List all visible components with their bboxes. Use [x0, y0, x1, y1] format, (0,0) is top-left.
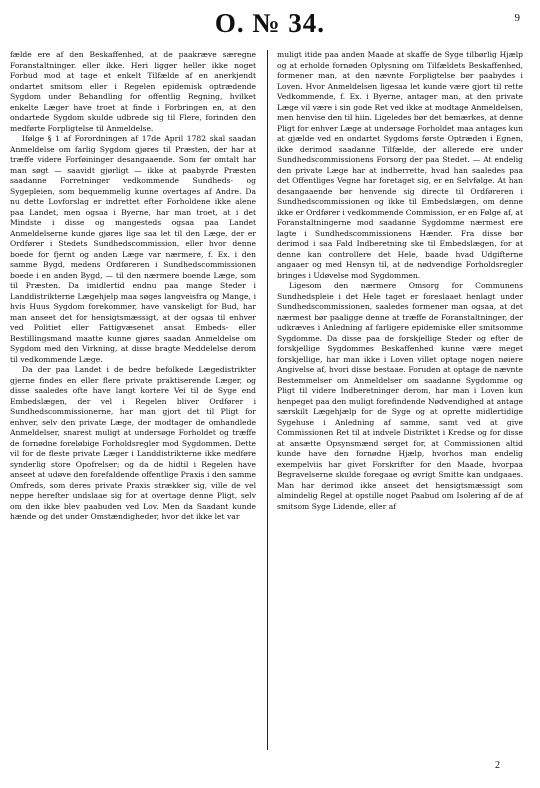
paragraph: Da der paa Landet i de bedre befolkede Lægedistrikter gjerne findes en eller flere private praktiserende Læger, og disse saaledes ofte have langt kortere Vei til de Syge end Embedslægen, der vel i Regelen bliver Ordfører i Sundhedscommissionerne, har man gjort det til Pligt for enhver, selv den private Læge, der modtager de omhandlede Anmeldelser, snarest muligt at undersøge Forholdet og træffe de fornødne foreløbige Forholdsregler mod Sygdommen. Dette vil for de fleste private Læger i Landdistrikterne ikke medføre synderlig store Opofrelser; og da de hidtil i Regelen have anseet at udøve den forefaldende offentlige Praxis i den samme Omfreds, som deres private Praxis strækker sig, ville de vel neppe herefter undslaae sig for at overtage denne Pligt, selv om den ikke blev paabuden ved Lov. Men da Saadant kunde hænde og det under Omstændigheder, hvor det ikke let var [10, 365, 256, 521]
paragraph: Ifølge § 1 af Forordningen af 17de April 1782 skal saadan Anmeldelse om farlig Sygdom gjøres til Præsten, der har at træffe videre Forføininger desangaaende. Som før omtalt har man søgt — saavidt gjørligt — ikke at paabyrde Præsten saadanne Forretninger vedkommende Sundheds- og Sygepleien, som bequemmelig kunne overtages af Andre. Da nu dette Lovforslag er indrettet efter Forholdene ikke alene paa Landet, men ogsaa i Byerne, har man troet, at i det Mindste i disse og mangesteds ogsaa paa Landet Anmeldelserne kunde gjøres lige saa let til den Læge, der er Ordfører i Stedets Sundhedscommission, eller hvor denne boede for fjernt og anden Læge var nærmere, f. Ex. i den samme Bygd, medens Ordføreren i Sundhedscommissionen boede i en anden Bygd, — til den nærmere boende Læge, som til Præsten. Da imidlertid endnu paa mange Steder i Landdistrikterne Lægehjelp maa søges langveisfra og Mange, i hvis Huus Sygdom forekommer, have vanskeligt for Bud, har man anseet det for hensigtsmæssigt, at der ogsaa til enhver ved Politiet eller Fattigvæsenet ansat Embeds- eller Bestillingsmand maatte kunne gjøres saadan Anmeldelse om Sygdom med den Virkning, at disse bragte Meddelelse derom til vedkommende Læge. [10, 134, 256, 364]
page-title: O. № 34. [214, 8, 326, 38]
page-number: 9 [514, 12, 520, 24]
left-column [10, 50, 256, 762]
paragraph: fælde ere af den Beskaffenhed, at de paakræve særegne Foranstaltninger. eller ikke. Heri ligger heller ikke noget Forbud mod at tage et enkelt Tilfælde af en anerkjendt ondartet smitsom eller i Regelen epidemisk optrædende Sygdom under Behandling for offentlig Regning, hvilket enkelte Læger have troet at finde i Forbringen en, at den ondartede Sygdom skulde udbrede sig til Flere, forinden den medførte Forpligtelse til Anmeldelse. [10, 50, 256, 133]
right-column [277, 50, 523, 762]
signature-mark: 2 [495, 760, 500, 771]
paragraph: Ligesom den nærmere Omsorg for Communens Sundhedspleie i det Hele taget er foreslaaet henlagt under Sundhedscommissionen, saaledes formener man ogsaa, at det nærmest bør paaligge denne at træffe de Foranstaltninger, der udkræves i Anledning af farligere epidemiske eller smitsomme Sygdomme. Da disse paa de forskjellige Steder og efter de forskjellige Sygdommes Beskaffenhed kunne være meget forskjellige, har man ikke i Loven villet optage nogen nøiere Angivelse af, hvori disse bestaae. Foruden at optage de nævnte Bestemmelser om Anmeldelser om saadanne Sygdomme og Pligt til videre Indberetninger derom, har man i Loven kun henpeget paa den muligt forefindende Nødvendighed at antage særskilt Lægehjælp for de Syge og at oprette midlertidige Sygehuse i Anledning af samme, samt ved at give Commissionen Ret til at indvele Distriktet i Kredse og for disse at ansætte Opsynsmænd sørget for, at Commissionen altid kunde have den fornødne Hjælp, hvorhos man endelig exempelviis har givet Forskrifter for den Maade, hvorpaa Begravelserne skulde foregaae og øvrigt Smitte kan undgaaes. Man har derimod ikke anseet det hensigtsmæssigt som almindelig Regel at opstille noget Paabud om Isolering af de af smitsom Syge Lidende, eller af [277, 281, 523, 511]
paragraph: muligt itide paa anden Maade at skaffe de Syge tilbørlig Hjælp og at erholde fornøden Oplysning om Tilfældets Beskaffenhed, formener man, at den nævnte Forpligtelse bør paabydes i Loven. Hvor Anmeldelsen ligesaa let kunde være gjort til rette Vedkommende, f. Ex. i Byerne, antager man, at den private Læge vil være i sin gode Ret ved ikke at modtage Anmeldelsen, men henvise den til hiin. Ligeledes bør det bemærkes, at denne Pligt for enhver Læge at undersøge Forholdet maa antages kun at gjælde ved en ondartet Sygdoms første Optræden i Egnen, ikke derimod saadanne Tilfælde, der allerede ere under Sundhedscommissionens Forsorg der paa Stedet. — At endelig den private Læge har at indberrette, hvad han saaledes paa det Offentliges Vegne har foretaget sig, er en Selvfølge. At han desangaaende bør henvende sig directe til Ordføreren i Sundhedscommissionen og ikke til Embedslægen, om denne ikke er Ordfører i vedkommende Commission, er en Følge af, at Foranstaltningerne mod saadanne Sygdomme nærmest ere lagte i Sundhedscommissionens Hænder. Fra disse bør derimod i saa Fald Indberetning ske til Embedslægen, for at denne kan controllere det Hele, baade hvad Udgifterne angaaer og med Hensyn til, at de nødvendige Forholdsregler bringes i Udøvelse mod Sygdommen. [277, 50, 523, 280]
column-divider [267, 50, 268, 750]
